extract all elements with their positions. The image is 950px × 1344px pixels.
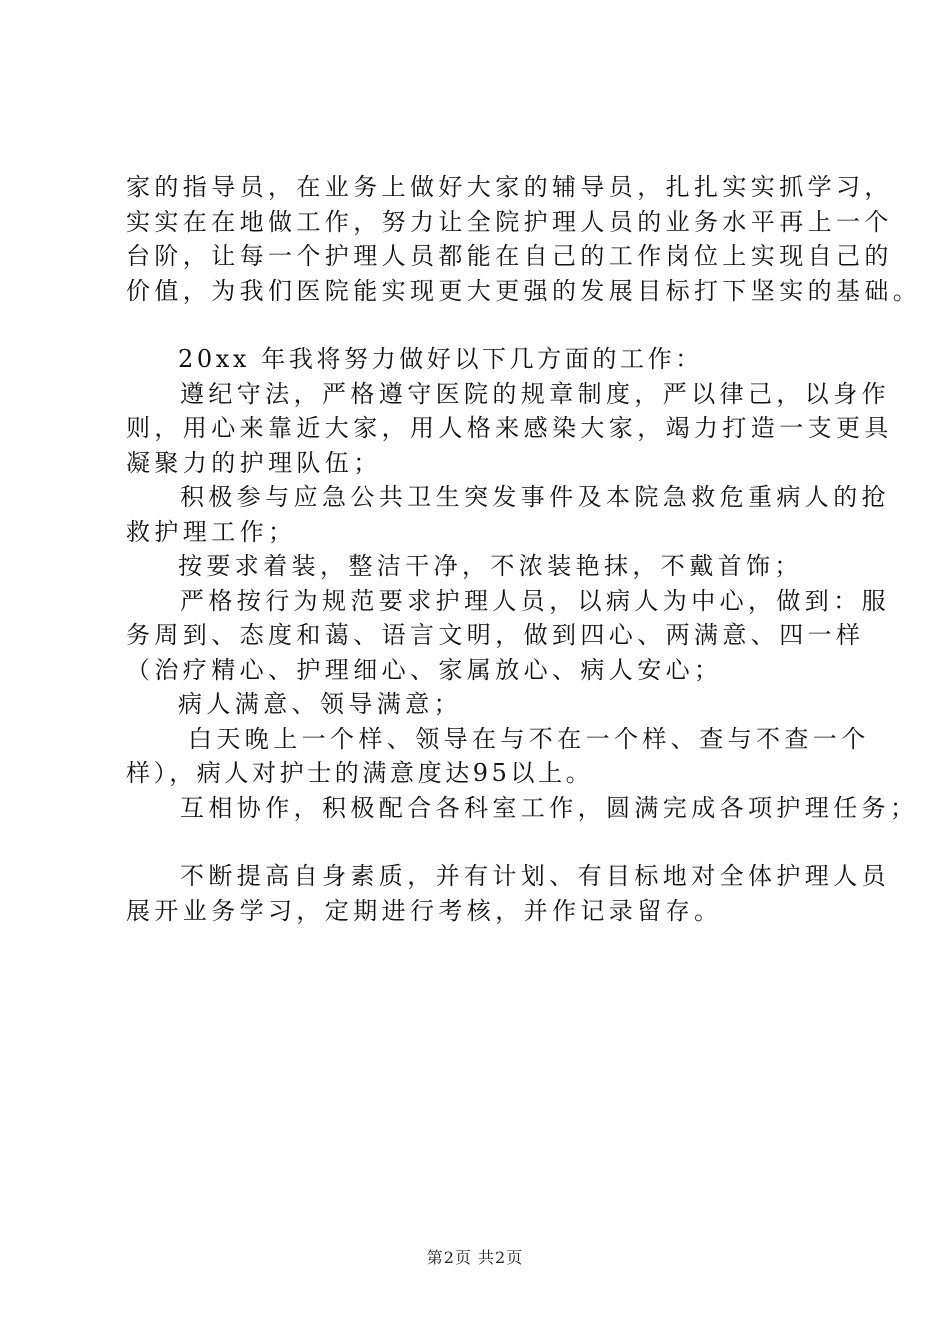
paragraph-gap (126, 308, 846, 342)
work-item-3 (126, 549, 846, 584)
work-item-7 (126, 791, 919, 826)
paragraph-gap (126, 825, 846, 859)
text-line: 则，用心来靠近大家，用人格来感染大家，竭力打造一支更具 (126, 414, 893, 442)
work-item-5 (126, 687, 846, 722)
text-line: 价值，为我们医院能实现更大更强的发展目标打下坚实的基础。 (126, 276, 922, 305)
text-line: 凝聚力的护理队伍； (126, 448, 382, 477)
text-line: 白天晚上一个样、领导在与不在一个样、查与不查一个 (188, 724, 870, 753)
text-line: 积极参与应急公共卫生突发事件及本院急救危重病人的抢 (180, 483, 890, 511)
work-item-1 (126, 377, 893, 481)
text-line: 病人满意、领导满意； (178, 690, 462, 718)
work-item-2 (126, 480, 890, 549)
text-line: 按要求着装，整洁干净，不浓装艳抹，不戴首饰； (178, 552, 803, 580)
document-body (126, 170, 922, 928)
page-number-footer: 第2页 共2页 (426, 1248, 524, 1267)
work-item-4 (126, 584, 890, 688)
text-line: 样），病人对护士的满意度达95以上。 (126, 759, 594, 787)
work-item-8 (126, 859, 890, 928)
text-line: 互相协作，积极配合各科室工作，圆满完成各项护理任务； (180, 793, 919, 822)
text-line: 救护理工作； (126, 517, 297, 546)
intro-line: 20xx 年我将努力做好以下几方面的工作： (178, 345, 703, 373)
text-line: 严格按行为规范要求护理人员，以病人为中心，做到：服 (180, 586, 890, 615)
paragraph-continuation (126, 170, 922, 308)
text-line: 遵纪守法，严格遵守医院的规章制度，严以律己，以身作 (180, 379, 890, 408)
intro-paragraph (126, 342, 846, 377)
work-item-6 (126, 722, 870, 791)
text-line: 台阶，让每一个护理人员都能在自己的工作岗位上实现自己的 (126, 242, 893, 270)
text-line: （治疗精心、护理细心、家属放心、病人安心； (126, 655, 723, 684)
text-line: 不断提高自身素质，并有计划、有目标地对全体护理人员 (180, 862, 890, 890)
text-line: 实实在在地做工作，努力让全院护理人员的业务水平再上一个 (126, 207, 893, 236)
text-line: 务周到、态度和蔼、语言文明，做到四心、两满意、四一样 (126, 621, 865, 649)
text-line: 家的指导员，在业务上做好大家的辅导员，扎扎实实抓学习， (126, 173, 893, 201)
text-line: 展开业务学习，定期进行考核，并作记录留存。 (126, 896, 723, 925)
